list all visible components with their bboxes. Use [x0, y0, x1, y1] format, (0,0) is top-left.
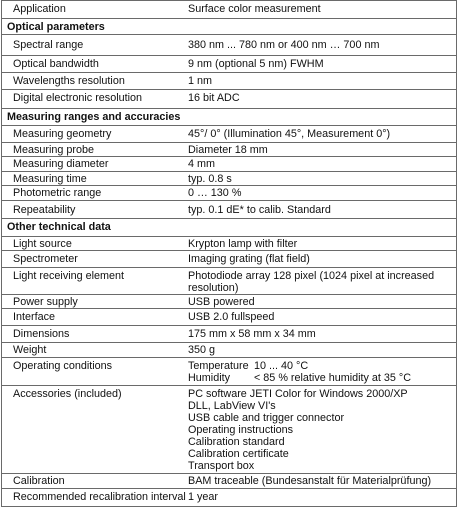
table-row: [2, 325, 456, 342]
table-row: [2, 294, 456, 308]
table-row: [2, 125, 456, 142]
row-label: Calibration: [13, 475, 65, 487]
row-label: Measuring geometry: [13, 128, 112, 140]
row-label: Interface: [13, 311, 56, 323]
row-label: Operating conditions: [13, 360, 113, 372]
row-value: 380 nm ... 780 nm or 400 nm … 700 nm: [188, 39, 380, 51]
row-label: Spectral range: [13, 39, 84, 51]
row-value: 0 … 130 %: [188, 187, 242, 199]
row-value: [188, 388, 450, 472]
row-label: Digital electronic resolution: [13, 92, 143, 104]
table-row: [2, 142, 456, 156]
row-label: Wavelengths resolution: [13, 75, 125, 87]
row-label: Weight: [13, 344, 47, 356]
sub-key: Temperature: [188, 360, 249, 372]
table-row: [2, 200, 456, 218]
row-value: BAM traceable (Bundesanstalt für Materialprüfung): [188, 475, 432, 487]
spec-table: [1, 0, 457, 507]
row-value: Photodiode array 128 pixel (1024 pixel at increased resolution): [188, 270, 435, 294]
accessory-item: Calibration standard: [188, 436, 285, 448]
row-label: Accessories (included): [13, 388, 122, 400]
accessory-item: USB cable and trigger connector: [188, 412, 345, 424]
row-label: Power supply: [13, 296, 78, 308]
row-value: 45°/ 0° (Illumination 45°, Measurement 0°): [188, 128, 391, 140]
row-value: USB powered: [188, 296, 255, 308]
table-row: [2, 185, 456, 200]
section-title: Other technical data: [7, 221, 111, 233]
row-label: Optical bandwidth: [13, 58, 99, 70]
accessory-item: Transport box: [188, 460, 255, 472]
row-label: Spectrometer: [13, 253, 78, 265]
row-value: 9 nm (optional 5 nm) FWHM: [188, 58, 324, 70]
row-label: Recommended recalibration interval: [13, 491, 186, 503]
row-label: Measuring diameter: [13, 158, 109, 170]
row-label: Application: [13, 3, 66, 15]
table-row: [2, 55, 456, 72]
table-row: [2, 34, 456, 55]
row-value: [188, 360, 450, 384]
row-label: Photometric range: [13, 187, 102, 199]
table-row: [2, 342, 456, 357]
row-value: Imaging grating (flat field): [188, 253, 310, 265]
section-title: Optical parameters: [7, 21, 105, 33]
row-value: Surface color measurement: [188, 3, 321, 15]
row-value: 1 year: [188, 491, 219, 503]
sub-value: < 85 % relative humidity at 35 °C: [254, 372, 412, 384]
table-row: [2, 1, 456, 18]
row-value: typ. 0.1 dE* to calib. Standard: [188, 204, 331, 216]
table-row: [2, 171, 456, 185]
table-row: [2, 357, 456, 385]
row-value: typ. 0.8 s: [188, 173, 232, 185]
row-value: 4 mm: [188, 158, 215, 170]
table-row: [2, 473, 456, 488]
row-value: Diameter 18 mm: [188, 144, 268, 156]
section-header: [2, 218, 456, 236]
row-label: Measuring time: [13, 173, 87, 185]
row-value: 1 nm: [188, 75, 213, 87]
row-label: Light receiving element: [13, 270, 125, 282]
table-row: [2, 156, 456, 171]
humidity-line: [188, 372, 450, 384]
row-value: 16 bit ADC: [188, 92, 240, 104]
row-label: Measuring probe: [13, 144, 95, 156]
temperature-line: [188, 360, 450, 372]
section-title: Measuring ranges and accuracies: [7, 111, 181, 123]
sub-key: Humidity: [188, 372, 230, 384]
row-label: Dimensions: [13, 328, 70, 340]
table-row: [2, 385, 456, 473]
table-row: [2, 488, 456, 508]
table-row: [2, 267, 456, 294]
table-row: [2, 89, 456, 108]
accessory-item: Operating instructions: [188, 424, 294, 436]
table-row: [2, 308, 456, 325]
row-value: 175 mm x 58 mm x 34 mm: [188, 328, 316, 340]
table-row: [2, 250, 456, 267]
accessory-item: DLL, LabView VI's: [188, 400, 276, 412]
row-label: Repeatability: [13, 204, 76, 216]
row-value: Krypton lamp with filter: [188, 238, 298, 250]
table-row: [2, 72, 456, 89]
table-row: [2, 236, 456, 250]
section-header: [2, 108, 456, 125]
section-header: [2, 18, 456, 34]
accessory-item: Calibration certificate: [188, 448, 289, 460]
row-label: Light source: [13, 238, 72, 250]
accessory-item: PC software JETI Color for Windows 2000/XP: [188, 388, 408, 400]
row-value: 350 g: [188, 344, 216, 356]
sub-value: 10 ... 40 °C: [254, 360, 309, 372]
row-value: USB 2.0 fullspeed: [188, 311, 275, 323]
